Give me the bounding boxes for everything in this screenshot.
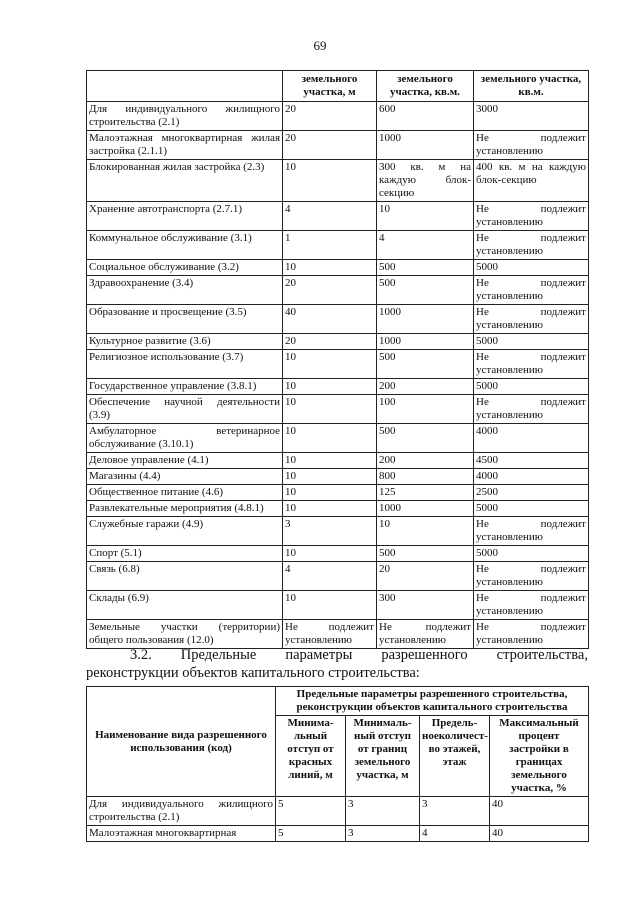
value-cell: Не подлежит установлению [377, 620, 474, 649]
header-cell: Максимальный процент застройки в границах земельного участка, % [490, 716, 589, 797]
construction-parameters-table [86, 686, 589, 842]
section-line2: реконструкции объектов капитального строительства: [86, 665, 420, 681]
table-row [87, 160, 589, 202]
value-cell: Не подлежит установлению [474, 517, 589, 546]
value-cell: 800 [377, 469, 474, 485]
value-cell: 5 [276, 797, 346, 826]
value-cell: Не подлежит установлению [474, 202, 589, 231]
value-cell: 10 [283, 546, 377, 562]
table-row [87, 131, 589, 160]
row-label-cell: Развлекательные мероприятия (4.8.1) [87, 501, 283, 517]
table-row [87, 424, 589, 453]
table-row [87, 620, 589, 649]
value-cell: 3 [346, 826, 420, 842]
header-cell: земельного участка, кв.м. [474, 71, 589, 102]
value-cell: Не подлежит установлению [474, 620, 589, 649]
value-cell: 3 [346, 797, 420, 826]
value-cell: Не подлежит установлению [474, 395, 589, 424]
value-cell: 500 [377, 260, 474, 276]
table-row [87, 102, 589, 131]
row-label-cell: Для индивидуального жилищного строительства (2.1) [87, 797, 276, 826]
value-cell: 300 [377, 591, 474, 620]
table-row [87, 395, 589, 424]
value-cell: 10 [283, 469, 377, 485]
value-cell: 10 [377, 517, 474, 546]
header-cell: Предель-ноеколичест-во этажей, этаж [420, 716, 490, 797]
section-word: строительства, [496, 647, 588, 663]
table-row [87, 231, 589, 260]
value-cell: 1000 [377, 334, 474, 350]
row-label-cell: Спорт (5.1) [87, 546, 283, 562]
section-number: 3.2. [130, 647, 152, 663]
row-label-cell: Государственное управление (3.8.1) [87, 379, 283, 395]
value-cell: 4500 [474, 453, 589, 469]
value-cell: Не подлежит установлению [474, 131, 589, 160]
value-cell: 200 [377, 453, 474, 469]
value-cell: 10 [283, 260, 377, 276]
value-cell: 20 [283, 334, 377, 350]
value-cell: 600 [377, 102, 474, 131]
value-cell: 3 [283, 517, 377, 546]
value-cell: 500 [377, 546, 474, 562]
row-label-cell: Амбулаторное ветеринарное обслуживание (3.10.1) [87, 424, 283, 453]
value-cell: 10 [283, 379, 377, 395]
value-cell: 10 [283, 485, 377, 501]
value-cell: Не подлежит установлению [283, 620, 377, 649]
section-word: Предельные [180, 647, 257, 663]
value-cell: 4000 [474, 469, 589, 485]
row-label-cell: Магазины (4.4) [87, 469, 283, 485]
value-cell: Не подлежит установлению [474, 562, 589, 591]
table-row [87, 305, 589, 334]
value-cell: 3 [420, 797, 490, 826]
header-cell: Минималь-ный отступ от границ земельного участка, м [346, 716, 420, 797]
header-cell: земельного участка, кв.м. [377, 71, 474, 102]
value-cell: 40 [283, 305, 377, 334]
row-label-cell: Связь (6.8) [87, 562, 283, 591]
table-row [87, 334, 589, 350]
row-label-cell: Земельные участки (территории) общего пользования (12.0) [87, 620, 283, 649]
value-cell: Не подлежит установлению [474, 591, 589, 620]
value-cell: 40 [490, 826, 589, 842]
table-row [87, 202, 589, 231]
row-label-cell: Религиозное использование (3.7) [87, 350, 283, 379]
header-cell: земельного участка, м [283, 71, 377, 102]
page-number: 69 [313, 38, 327, 53]
table-row [87, 469, 589, 485]
row-label-cell: Служебные гаражи (4.9) [87, 517, 283, 546]
row-label-cell: Для индивидуального жилищного строительства (2.1) [87, 102, 283, 131]
row-label-cell: Блокированная жилая застройка (2.3) [87, 160, 283, 202]
value-cell: 500 [377, 276, 474, 305]
section-word: параметры [285, 647, 353, 663]
table-row [87, 826, 589, 842]
table-row [87, 562, 589, 591]
table-header-row [87, 71, 589, 102]
value-cell: 4 [420, 826, 490, 842]
value-cell: 125 [377, 485, 474, 501]
table-row [87, 453, 589, 469]
row-label-cell: Склады (6.9) [87, 591, 283, 620]
value-cell: 200 [377, 379, 474, 395]
row-label-cell: Общественное питание (4.6) [87, 485, 283, 501]
value-cell: 10 [283, 160, 377, 202]
value-cell: 300 кв. м на каждую блок-секцию [377, 160, 474, 202]
value-cell: Не подлежит установлению [474, 350, 589, 379]
value-cell: Не подлежит установлению [474, 276, 589, 305]
row-label-cell: Образование и просвещение (3.5) [87, 305, 283, 334]
value-cell: Не подлежит установлению [474, 305, 589, 334]
value-cell: 4 [283, 202, 377, 231]
table-row [87, 260, 589, 276]
value-cell: 500 [377, 350, 474, 379]
table-row [87, 379, 589, 395]
value-cell: 400 кв. м на каждую блок-секцию [474, 160, 589, 202]
value-cell: 1 [283, 231, 377, 260]
header-cell: Наименование вида разрешенного использования (код) [87, 687, 276, 797]
value-cell: 5 [276, 826, 346, 842]
value-cell: 5000 [474, 379, 589, 395]
value-cell: 10 [283, 501, 377, 517]
table-row [87, 517, 589, 546]
value-cell: 100 [377, 395, 474, 424]
value-cell: 40 [490, 797, 589, 826]
row-label-cell: Социальное обслуживание (3.2) [87, 260, 283, 276]
group-header-cell: Предельные параметры разрешенного строительства, реконструкции объектов капитального строительства [276, 687, 589, 716]
value-cell: 20 [283, 276, 377, 305]
table-row [87, 546, 589, 562]
row-label-cell: Деловое управление (4.1) [87, 453, 283, 469]
value-cell: 4000 [474, 424, 589, 453]
value-cell: 10 [283, 395, 377, 424]
land-parameters-table [86, 70, 589, 649]
section-heading [86, 646, 588, 682]
value-cell: 500 [377, 424, 474, 453]
row-label-cell: Здравоохранение (3.4) [87, 276, 283, 305]
value-cell: 4 [283, 562, 377, 591]
value-cell: 4 [377, 231, 474, 260]
row-label-cell: Коммунальное обслуживание (3.1) [87, 231, 283, 260]
value-cell: 5000 [474, 546, 589, 562]
section-word: разрешенного [381, 647, 468, 663]
row-label-cell: Малоэтажная многоквартирная [87, 826, 276, 842]
table-row [87, 276, 589, 305]
value-cell: 1000 [377, 131, 474, 160]
row-label-cell: Малоэтажная многоквартирная жилая застройка (2.1.1) [87, 131, 283, 160]
table-row [87, 591, 589, 620]
header-cell: Минима-льный отступ от красных линий, м [276, 716, 346, 797]
row-label-cell: Культурное развитие (3.6) [87, 334, 283, 350]
row-label-cell: Хранение автотранспорта (2.7.1) [87, 202, 283, 231]
value-cell: 10 [283, 453, 377, 469]
value-cell: 5000 [474, 501, 589, 517]
value-cell: 20 [283, 131, 377, 160]
value-cell: 20 [377, 562, 474, 591]
table-row [87, 501, 589, 517]
value-cell: 1000 [377, 501, 474, 517]
value-cell: 10 [283, 350, 377, 379]
value-cell: 10 [283, 591, 377, 620]
value-cell: 5000 [474, 260, 589, 276]
value-cell: 2500 [474, 485, 589, 501]
table-row [87, 350, 589, 379]
value-cell: 3000 [474, 102, 589, 131]
header-cell [87, 71, 283, 102]
value-cell: 1000 [377, 305, 474, 334]
table-row [87, 485, 589, 501]
value-cell: 10 [377, 202, 474, 231]
value-cell: 5000 [474, 334, 589, 350]
table-row [87, 797, 589, 826]
value-cell: 10 [283, 424, 377, 453]
value-cell: Не подлежит установлению [474, 231, 589, 260]
row-label-cell: Обеспечение научной деятельности (3.9) [87, 395, 283, 424]
value-cell: 20 [283, 102, 377, 131]
